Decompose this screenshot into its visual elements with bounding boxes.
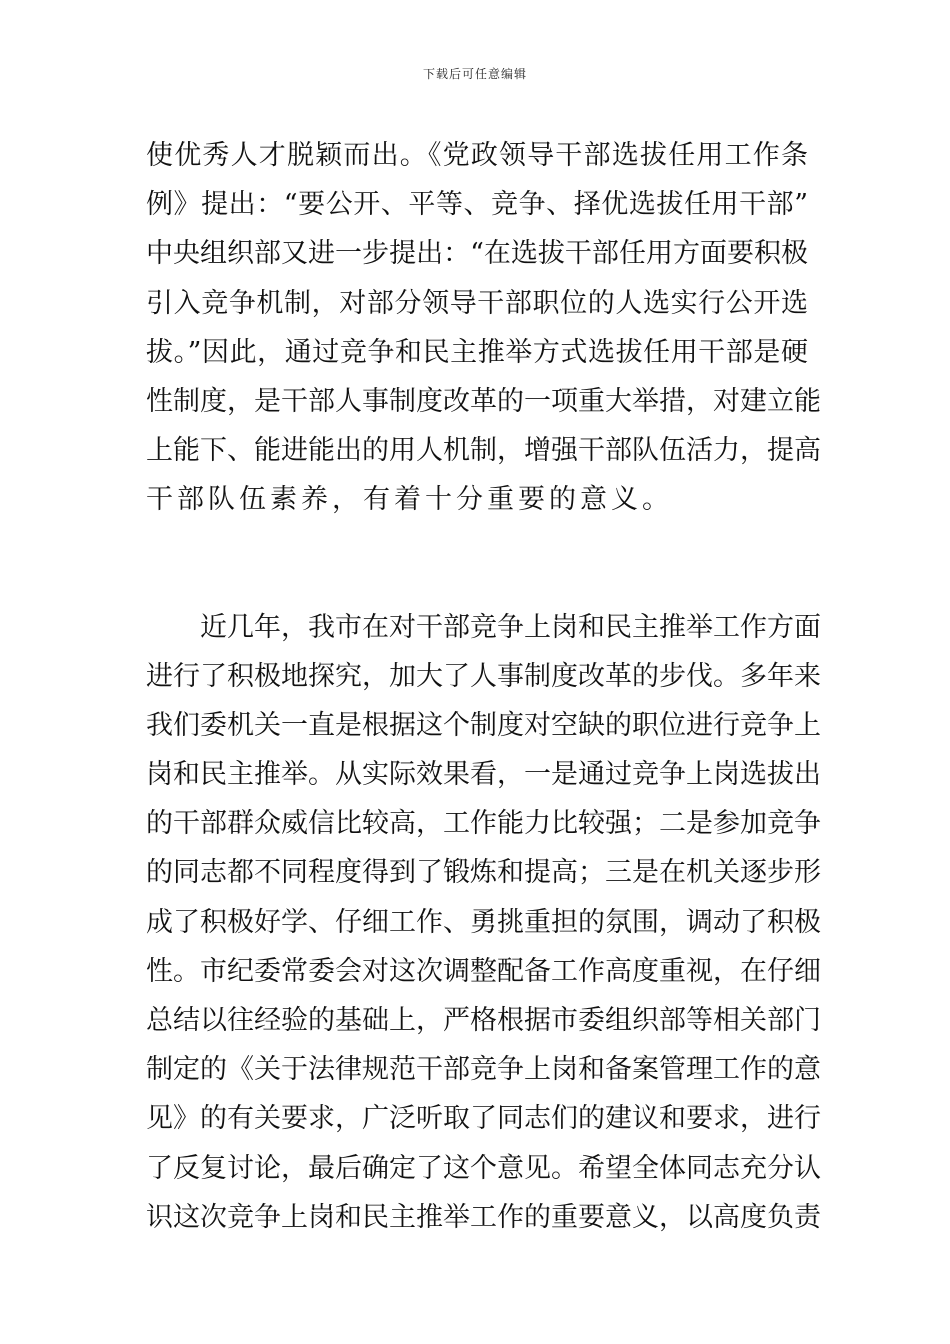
text-line: 上能下、能进能出的用人机制，增强干部队伍活力，提高 — [146, 435, 821, 467]
text-line: 干部队伍素养，有着十分重要的意义。 — [146, 484, 673, 516]
text-line: 成了积极好学、仔细工作、勇挑重担的氛围，调动了积极 — [146, 906, 821, 938]
text-line: 拔。”因此，通过竞争和民主推举方式选拔任用干部是硬 — [146, 336, 808, 368]
text-line: 近几年，我市在对干部竞争上岗和民主推举工作方面 — [200, 611, 821, 643]
text-line: 的干部群众威信比较高，工作能力比较强；二是参加竞争 — [146, 808, 821, 840]
text-line: 我们委机关一直是根据这个制度对空缺的职位进行竞争上 — [146, 709, 821, 741]
text-line: 性制度，是干部人事制度改革的一项重大举措，对建立能 — [146, 385, 821, 417]
text-line: 引入竞争机制，对部分领导干部职位的人选实行公开选 — [146, 287, 808, 319]
paragraph-2 — [146, 603, 821, 1242]
text-line: 总结以往经验的基础上，严格根据市委组织部等相关部门 — [146, 1005, 821, 1036]
text-line: 的同志都不同程度得到了锻炼和提高；三是在机关逐步形 — [146, 857, 821, 889]
text-line: 中央组织部又进一步提出：“在选拔干部任用方面要积极 — [146, 238, 808, 270]
text-line: 见》的有关要求，广泛听取了同志们的建议和要求，进行 — [146, 1103, 821, 1135]
text-line: 了反复讨论，最后确定了这个意见。希望全体同志充分认 — [146, 1152, 821, 1184]
text-line: 岗和民主推举。从实际效果看，一是通过竞争上岗选拔出 — [146, 759, 821, 791]
text-line: 使优秀人才脱颖而出。《党政领导干部选拔任用工作条 — [146, 140, 808, 171]
text-line: 性。市纪委常委会对这次调整配备工作高度重视，在仔细 — [146, 955, 821, 987]
document-body — [146, 131, 821, 1242]
paragraph-spacer — [146, 525, 808, 603]
text-line: 进行了积极地探究，加大了人事制度改革的步伐。多年来 — [146, 660, 821, 692]
text-line: 例》提出：“要公开、平等、竞争、择优选拔任用干部” — [146, 189, 808, 221]
text-line: 识这次竞争上岗和民主推举工作的重要意义，以高度负责 — [146, 1201, 821, 1233]
paragraph-1 — [146, 131, 821, 525]
text-line: 制定的《关于法律规范干部竞争上岗和备案管理工作的意 — [146, 1054, 821, 1086]
page-header: 下载后可任意编辑 — [422, 67, 527, 81]
